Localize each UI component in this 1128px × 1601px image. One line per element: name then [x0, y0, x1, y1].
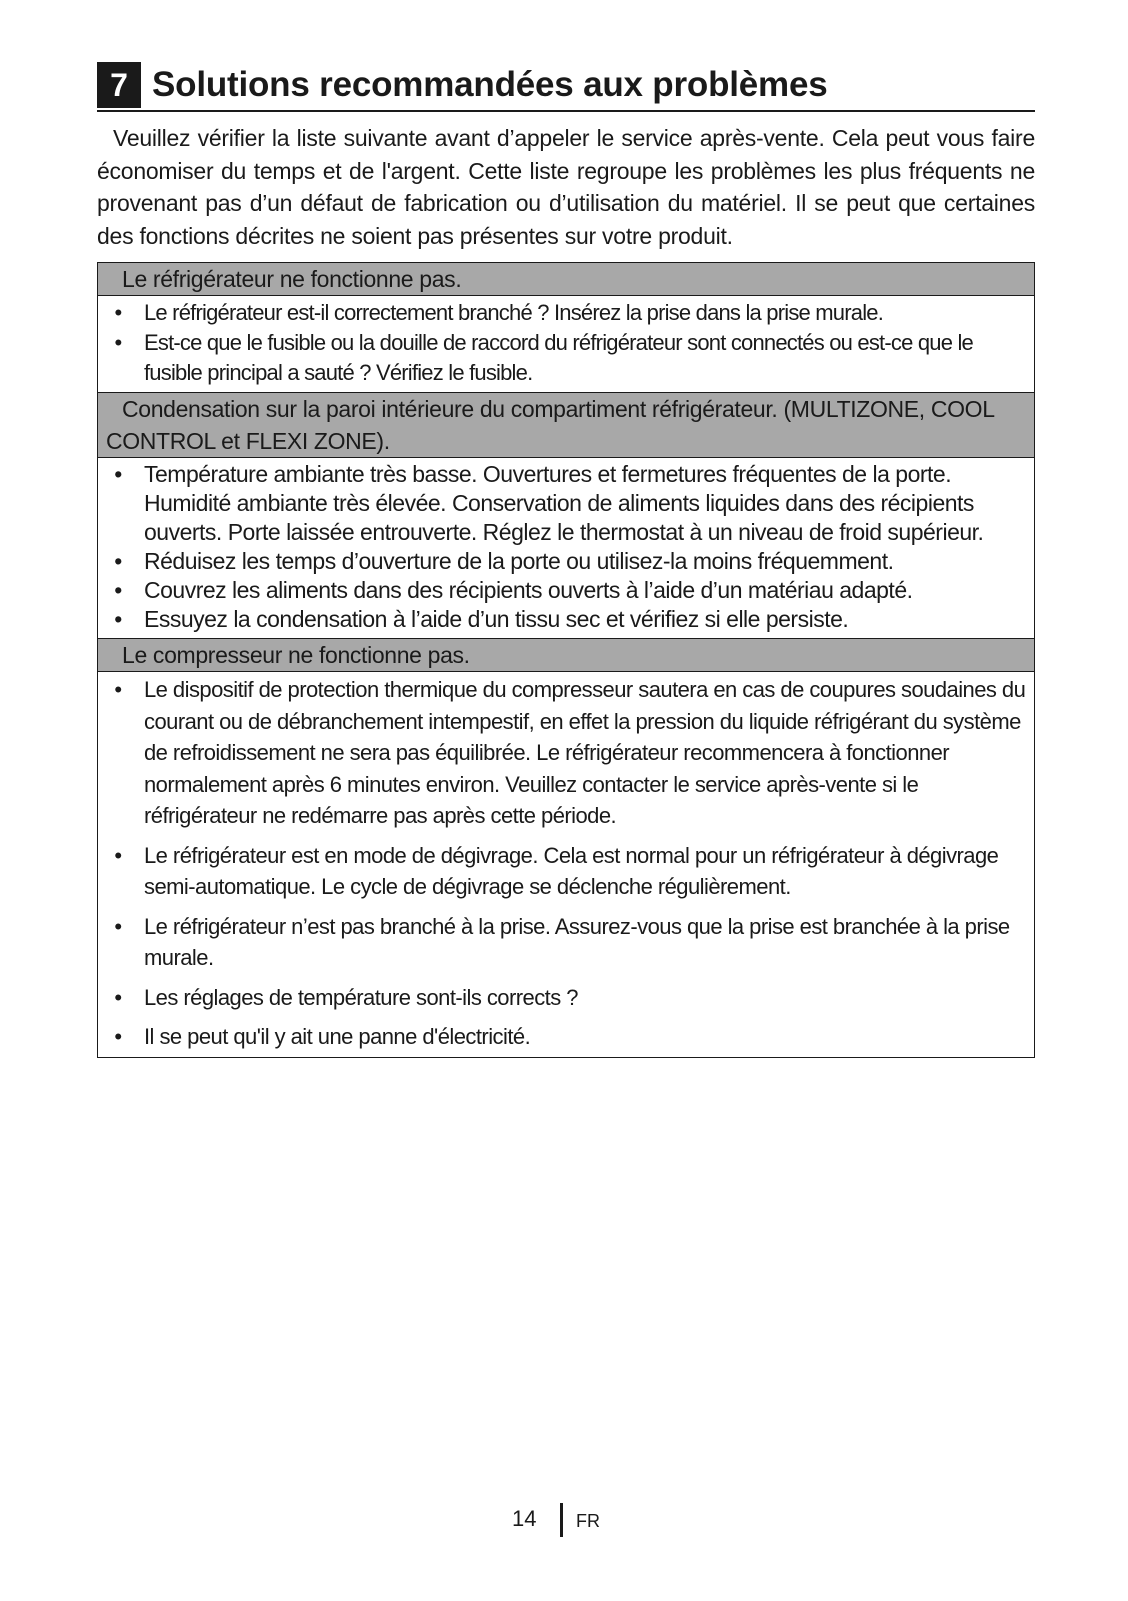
- bullet-icon: •: [114, 842, 122, 868]
- bullet-icon: •: [114, 984, 122, 1010]
- problem-heading-text: Condensation sur la paroi intérieure du compartiment réfrigérateur. (MULTIZONE, COOL CONTROL et FLEXI ZONE).: [106, 396, 994, 454]
- solution-text: Est-ce que le fusible ou la douille de raccord du réfrigérateur sont connectés ou est-ce que le fusible principal a sauté ? Vérifiez le fusible.: [144, 330, 973, 385]
- solution-text: Le réfrigérateur n’est pas branché à la prise. Assurez-vous que la prise est branchée à la prise murale.: [144, 913, 1010, 970]
- solution-text: Le réfrigérateur est en mode de dégivrage. Cela est normal pour un réfrigérateur à dégivrage semi-automatique. Le cycle de dégivrage se déclenche régulièrement.: [144, 842, 999, 899]
- bullet-icon: •: [114, 677, 122, 702]
- bullet-icon: •: [114, 913, 122, 939]
- section-title: Solutions recommandées aux problèmes: [152, 65, 828, 104]
- solution-list: [98, 458, 1034, 639]
- solution-text: Essuyez la condensation à l’aide d’un tissu sec et vérifiez si elle persiste.: [144, 606, 849, 632]
- problem-heading: [98, 393, 1034, 458]
- problem-heading: Le compresseur ne fonctionne pas.: [98, 639, 1034, 672]
- bullet-icon: •: [114, 300, 122, 325]
- solution-text: Le dispositif de protection thermique du compresseur sautera en cas de coupures soudaines du courant ou de débranchement intempestif, en effet la pression du liquide réfrigérant du système de refroidissement ne sera pas équilibrée. Le réfrigérateur recommencera à fonctionner normalement après 6 minutes environ. Veuillez contacter le service après-vente si le réfrigérateur ne redémarre pas après cette période.: [144, 677, 1026, 828]
- page-footer: [0, 1503, 1128, 1537]
- solution-text: Réduisez les temps d’ouverture de la porte ou utilisez-la moins fréquemment.: [144, 548, 894, 574]
- footer-divider: [560, 1503, 563, 1537]
- bullet-icon: •: [114, 330, 122, 355]
- solution-item: [108, 911, 1026, 974]
- troubleshooting-table: [97, 262, 1035, 1058]
- solution-item: [108, 328, 1026, 388]
- solution-text: Température ambiante très basse. Ouvertures et fermetures fréquentes de la porte. Humidité ambiante très élevée. Conservation de aliments liquides dans des récipients ouverts. Porte laissée entrouverte. Réglez le thermostat à un niveau de froid supérieur.: [144, 461, 984, 545]
- solution-text: Les réglages de température sont-ils corrects ?: [144, 984, 578, 1010]
- solution-item: [108, 576, 1026, 605]
- page-number: 14: [512, 1506, 537, 1531]
- document-page: [97, 60, 1035, 1058]
- solution-text: Le réfrigérateur est-il correctement branché ? Insérez la prise dans la prise murale.: [144, 300, 884, 325]
- solution-item: [108, 605, 1026, 634]
- solution-item: [108, 298, 1026, 328]
- bullet-icon: •: [114, 577, 122, 603]
- solution-text: Il se peut qu'il y ait une panne d'électricité.: [144, 1024, 531, 1049]
- section-number-badge: 7: [97, 62, 141, 108]
- problem-heading: Le réfrigérateur ne fonctionne pas.: [98, 263, 1034, 296]
- solution-item: [108, 460, 1026, 547]
- solution-list: [98, 672, 1034, 1057]
- solution-text: Couvrez les aliments dans des récipients ouverts à l’aide d’un matériau adapté.: [144, 577, 913, 603]
- bullet-icon: •: [114, 1024, 122, 1049]
- solution-item: [108, 674, 1026, 832]
- language-code: FR: [576, 1511, 600, 1531]
- section-heading: [97, 60, 1035, 112]
- solution-item: [108, 1021, 1026, 1053]
- solution-item: [108, 840, 1026, 903]
- bullet-icon: •: [114, 606, 122, 632]
- solution-list: [98, 296, 1034, 393]
- bullet-icon: •: [114, 548, 122, 574]
- solution-item: [108, 547, 1026, 576]
- bullet-icon: •: [114, 461, 122, 487]
- intro-paragraph: Veuillez vérifier la liste suivante avant d’appeler le service après-vente. Cela peut vous faire économiser du temps et de l'argent. Cette liste regroupe les problèmes les plus fréquents ne provenant pas d’un défaut de fabrication ou d’utilisation du matériel. Il se peut que certaines des fonctions décrites ne soient pas présentes sur votre produit.: [97, 125, 1035, 249]
- solution-item: [108, 982, 1026, 1014]
